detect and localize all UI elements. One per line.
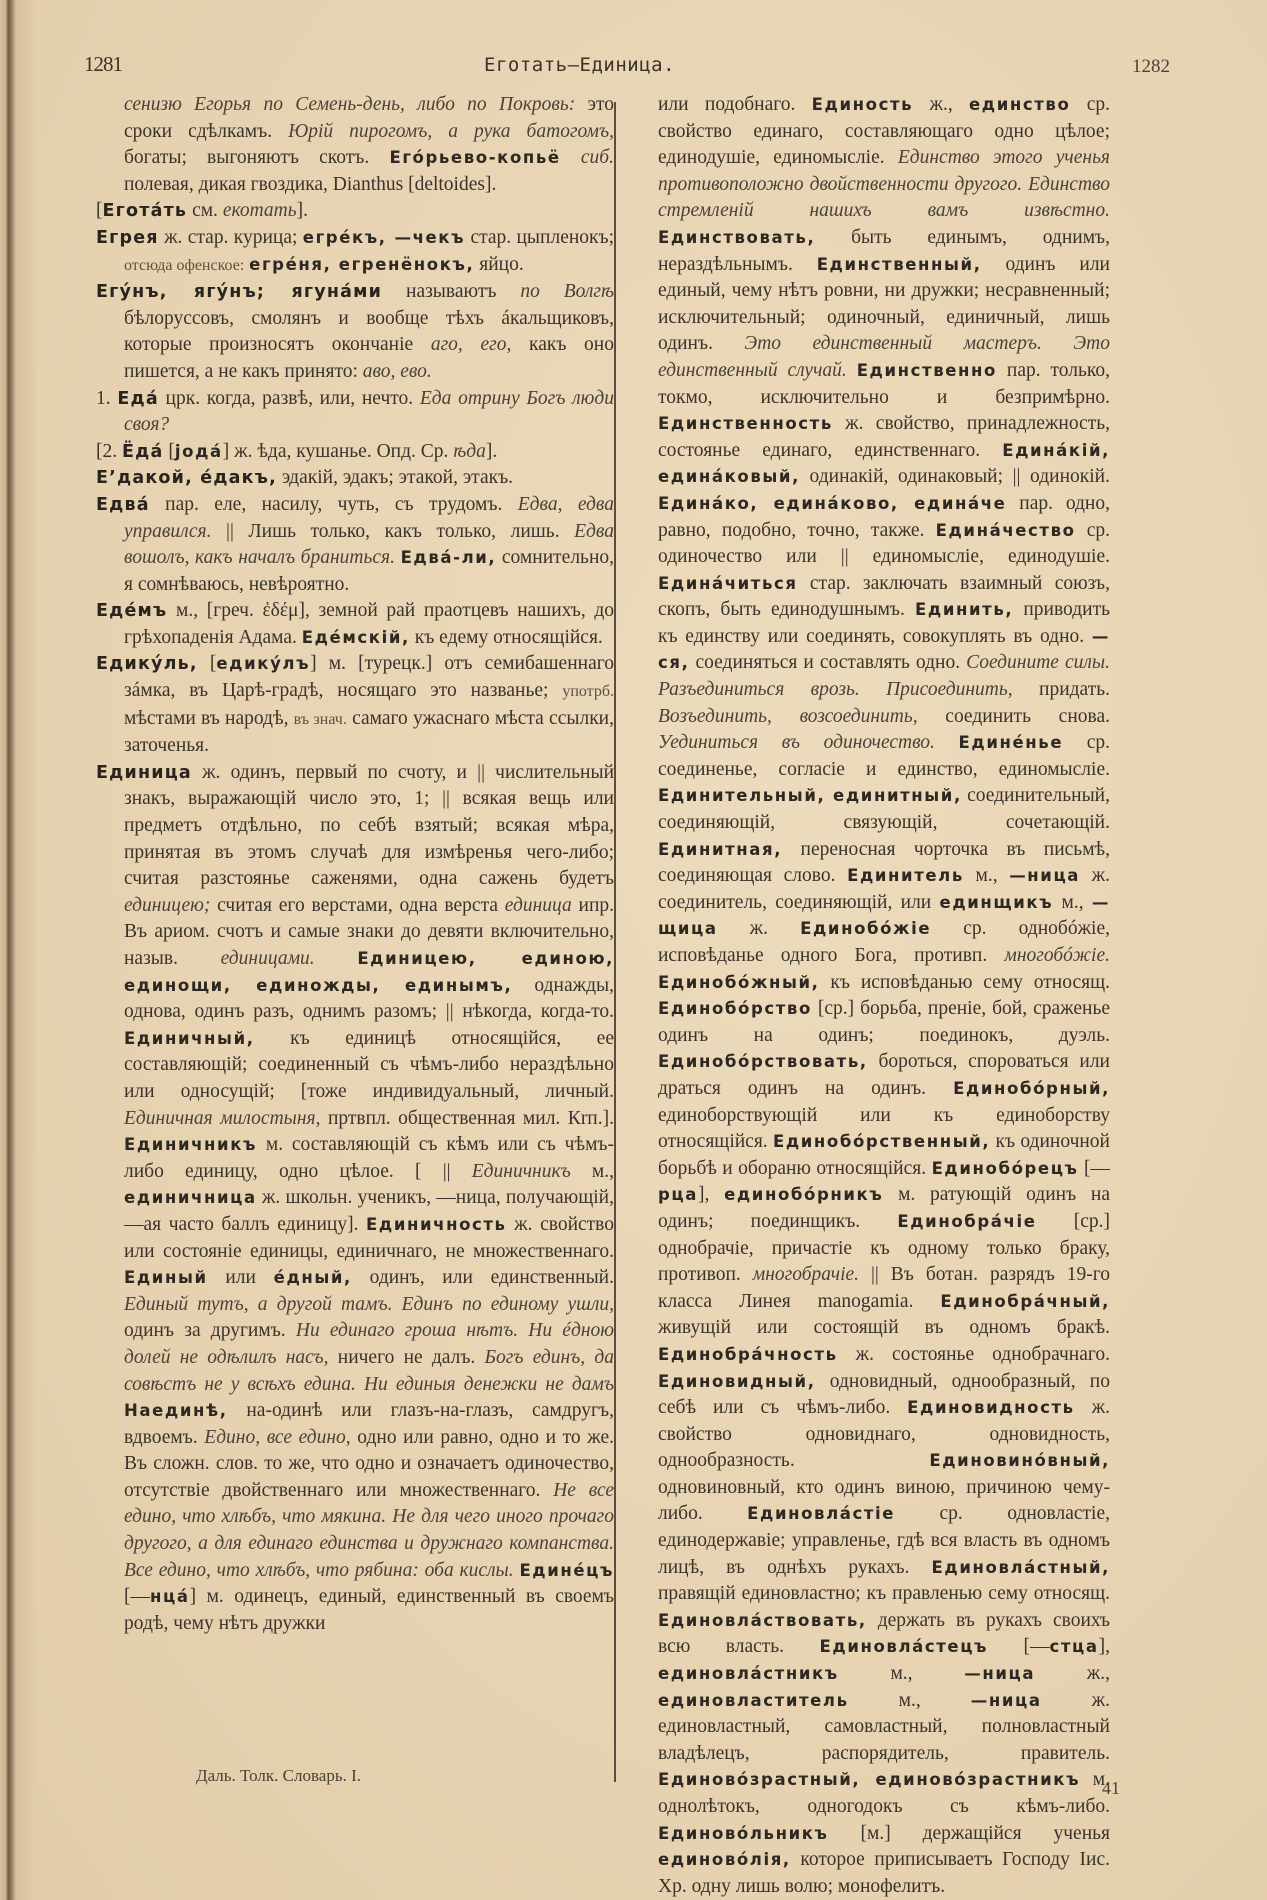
sub-headword: јодá bbox=[174, 441, 223, 461]
definition-text: ], bbox=[1098, 1636, 1110, 1658]
headword: Е’дакой, éдакъ, bbox=[96, 468, 277, 489]
sub-headword: Единовóзрастный, единовóзрастникъ bbox=[658, 1770, 1081, 1790]
sub-headword: Единить, bbox=[915, 600, 1014, 620]
sub-headword: Единобóрственный, bbox=[772, 1132, 991, 1152]
sub-headword: рца bbox=[658, 1185, 698, 1205]
dictionary-entry bbox=[96, 651, 614, 759]
definition-text: [— bbox=[988, 1636, 1050, 1658]
sub-headword: Едéмскій, bbox=[301, 627, 410, 647]
definition-text: ср. свойство единаго, составляющаго одно цѣлое; единодушіе, единомысліе. bbox=[658, 94, 1110, 169]
definition-text: соединяться и составлять одно. bbox=[689, 652, 967, 674]
example-text: Единичникъ bbox=[471, 1160, 571, 1182]
definition-text: употрб. bbox=[562, 683, 614, 701]
sub-headword: Единобóрствовать, bbox=[658, 1052, 868, 1072]
definition-text: ж. единовластный, самовластный, полновластный владѣлецъ, распорядитель, правитель. bbox=[658, 1689, 1110, 1764]
definition-text: ж. стар. курица; bbox=[158, 226, 303, 248]
definition-text: [м.] держащійся ученья bbox=[828, 1822, 1110, 1844]
definition-text: м. составляющій съ кѣмъ или съ чѣмъ-либо единицу, одно цѣлое. [ || bbox=[124, 1134, 614, 1182]
sub-headword: единовлáстникъ bbox=[658, 1664, 839, 1684]
definition-text: къ одиночной борьбѣ и обораню относящійся. bbox=[658, 1131, 1110, 1179]
page-header bbox=[36, 50, 1267, 80]
sub-headword: единобóрникъ bbox=[724, 1185, 884, 1205]
sub-headword: Единичность bbox=[366, 1214, 507, 1234]
definition-text: или bbox=[207, 1267, 274, 1289]
definition-text: м. однолѣтокъ, одногодокъ съ кѣмъ-либо. bbox=[658, 1769, 1110, 1817]
sub-headword: Единобóрецъ bbox=[931, 1158, 1079, 1178]
sub-headword: Единовóльникъ bbox=[658, 1823, 829, 1843]
definition-text: придать. bbox=[1012, 679, 1110, 701]
definition-text: самаго ужаснаго мѣста ссылки, заточенья. bbox=[124, 707, 614, 757]
sub-headword: Единáчество bbox=[935, 520, 1076, 540]
sub-headword: Единовидный, bbox=[658, 1371, 816, 1391]
definition-text: стар. цыпленокъ; bbox=[465, 226, 615, 248]
definition-text: пртвпл. общественная мил. Кrп.]. bbox=[320, 1107, 614, 1129]
definition-text: см. bbox=[187, 200, 223, 222]
definition-text: или подобнаго. bbox=[658, 94, 812, 115]
sub-headword: Единственность bbox=[658, 414, 833, 434]
definition-text: ср. однобóжіе, исповѣданье одного Бога, противп. bbox=[658, 918, 1110, 966]
sub-headword: Егóрьево-копьё bbox=[389, 148, 561, 168]
example-text: аго, его, bbox=[430, 334, 512, 356]
definition-text: одновиновный, кто одинъ виною, причиною чему-либо. bbox=[658, 1476, 1110, 1525]
example-text: Едино, все едино, bbox=[204, 1426, 351, 1448]
definition-text: ипр. Въ ариом. счотъ и самые знаки до девяти включительно, назыв. bbox=[124, 894, 615, 969]
definition-text: держать въ рукахъ своихъ всю власть. bbox=[658, 1609, 1110, 1658]
definition-text: отсюда офенское: bbox=[124, 256, 245, 274]
definition-text: || Лишь только, какъ только, лишь. bbox=[211, 520, 575, 542]
definition-text: одинъ или единый, чему нѣтъ ровни, ни дружки; несравненный; исключительный; одиночный, единичный, лишь одинъ. bbox=[658, 253, 1110, 355]
definition-text: считая его верстами, одна верста bbox=[210, 894, 505, 916]
definition-text bbox=[315, 948, 358, 969]
definition-text bbox=[935, 732, 959, 753]
example-text: Богъ единъ, да совѣстъ не у всѣхъ едина. Ни единыя денежки не дамъ bbox=[124, 1346, 614, 1395]
definition-text: [ bbox=[163, 440, 175, 462]
headword: Едикýль, bbox=[96, 654, 198, 675]
sub-headword: нцá bbox=[150, 1587, 190, 1607]
definition-text: црк. когда, развѣ, или, нечто. bbox=[158, 387, 420, 409]
sub-headword: Единицею, единою, единощи, единожды, единымъ, bbox=[124, 949, 615, 995]
example-text: Не все едино, что хлѣбъ, что мякина. Не для чего иного прочаго другого, а для единаго единства и дружнаго компанства. Все едино, что хлѣбъ, что рябина: оба кислы. bbox=[124, 1479, 614, 1581]
sub-headword: —ся, bbox=[658, 626, 1110, 673]
definition-text: [ср.] однобрачіе, причастіе къ одному только браку, противоп. bbox=[658, 1210, 1110, 1286]
definition-text: м., [греч. ἐδέμ], земной рай праотцевъ нашихъ, до грѣхопаденія Адама. bbox=[124, 600, 614, 648]
sub-headword: Единобрáчность bbox=[658, 1344, 838, 1364]
sub-headword: Единéнье bbox=[958, 733, 1064, 753]
definition-text: ж., bbox=[1035, 1663, 1110, 1685]
sub-headword: единовластитель bbox=[658, 1690, 849, 1710]
headword: Егýнъ, ягýнъ; ягунáми bbox=[96, 282, 383, 303]
sub-headword: Единитная, bbox=[658, 839, 783, 859]
sub-headword: Единобóжіе bbox=[800, 919, 932, 939]
example-text: многобóжіе. bbox=[1004, 945, 1110, 966]
definition-text: ], bbox=[697, 1184, 725, 1206]
dictionary-entry bbox=[96, 598, 614, 651]
example-text: Единичная милостыня, bbox=[124, 1107, 321, 1129]
sub-headword: едикýлъ bbox=[216, 654, 311, 674]
headword: Едéмъ bbox=[96, 601, 168, 622]
example-text: Едва, едва управился. bbox=[124, 493, 614, 542]
example-text: Юрій пирогомъ, а рука батогомъ, bbox=[288, 120, 614, 142]
definition-text: которое приписываетъ Господу Іис. Хр. одну лишь волю; монофелитъ. bbox=[658, 1849, 1110, 1897]
dictionary-entry bbox=[96, 198, 614, 225]
headword: Единица bbox=[96, 762, 192, 783]
sub-headword: Единовлáстіе bbox=[747, 1504, 896, 1524]
definition-text: м., bbox=[963, 865, 1010, 887]
sub-headword: Единичникъ bbox=[124, 1135, 258, 1155]
definition-text: ж. одинъ, первый по счоту, и || числительный знакъ, выражающій число это, 1; || всякая вещь или предметъ отдѣльно, по себѣ взятый; всякая мѣра, принятая въ этомъ случаѣ для измѣренья чего-либо; считая разстоянье саженями, одна сажень будетъ bbox=[124, 761, 614, 890]
example-text: Это единственный мастеръ. Это единственный случай. bbox=[658, 333, 1110, 381]
sub-headword: единовóлія, bbox=[658, 1850, 791, 1870]
sub-headword: Единость bbox=[811, 95, 914, 114]
definition-text: ж., bbox=[913, 94, 969, 115]
book-binding-edge bbox=[0, 0, 36, 1900]
definition-text: сомнительно, я сомнѣваюсь, невѣроятно. bbox=[124, 547, 615, 595]
definition-text: пар. только, токмо, исключительно и безпримѣрно. bbox=[658, 359, 1110, 408]
sub-headword: единичница bbox=[124, 1188, 257, 1208]
definition-text: ] м. [турецк.] отъ семибашеннаго зáмка, въ Царѣ-градѣ, носящаго это названье; bbox=[124, 653, 614, 702]
sub-headword: éдный, bbox=[273, 1268, 352, 1288]
sub-headword: стца bbox=[1049, 1637, 1099, 1657]
sub-headword: Единовлáствовать, bbox=[658, 1610, 867, 1630]
definition-text: соединительный, соединяющій, связующій, сочетающій. bbox=[658, 785, 1110, 834]
definition-text: м. ратующій одинъ на одинъ; поединщикъ. bbox=[658, 1184, 1110, 1232]
example-text: Ни единаго гроша нѣтъ. Ни éдною долей не одѣлилъ насъ, bbox=[124, 1320, 614, 1368]
headword: Еготáть bbox=[102, 201, 188, 222]
sub-headword: Единствовать, bbox=[658, 227, 816, 247]
definition-text: м., bbox=[848, 1689, 971, 1711]
definition-text: ср. одновластіе, единодержавіе; управленье, гдѣ вся власть въ одномъ лицѣ, въ однѣхъ рукахъ. bbox=[658, 1503, 1110, 1578]
example-text: единицею; bbox=[124, 894, 211, 916]
right-column bbox=[658, 92, 1110, 1900]
example-text: Соедините силы. Разъединиться врозь. Присоединить, bbox=[658, 652, 1110, 701]
sub-headword: Единовинóвный, bbox=[929, 1451, 1110, 1471]
definition-text: къ едему относящійся. bbox=[409, 626, 603, 648]
sub-headword: —ница bbox=[970, 1690, 1042, 1710]
example-text: екотать bbox=[222, 200, 297, 222]
sub-headword: Единобóрный, bbox=[953, 1078, 1110, 1098]
definition-text: къ единицѣ относящійся, ее составляющій; соединенный съ чѣмъ-либо нераздѣльно или односущій; [тоже индивидуальный, личный. bbox=[124, 1027, 614, 1102]
definition-text: [— bbox=[1078, 1157, 1110, 1179]
definition-text: ж. свойство, принадлежность, состоянье единаго, единственнаго. bbox=[658, 413, 1110, 461]
definition-text: какъ оно пишется, а не какъ принято: bbox=[124, 334, 614, 382]
definition-text: ж. школьн. ученикъ, —ница, получающій, —ая часто баллъ единицу]. bbox=[124, 1187, 614, 1235]
definition-text: въ знач. bbox=[293, 710, 347, 728]
dictionary-entry bbox=[96, 760, 614, 1638]
headword: Едá bbox=[117, 388, 159, 409]
dictionary-entry bbox=[96, 439, 614, 466]
sub-headword: Единéцъ bbox=[519, 1560, 615, 1580]
definition-text: одинъ за другимъ. bbox=[124, 1320, 296, 1342]
example-text: единица bbox=[504, 894, 572, 916]
left-column bbox=[96, 92, 614, 1637]
headword: Егрея bbox=[96, 227, 159, 248]
definition-text: это сроки сдѣлкамъ. bbox=[124, 94, 615, 142]
definition-text: ж. свойство или состояніе единицы, единичнаго, не множественнаго. bbox=[124, 1213, 615, 1262]
sub-headword: единщикъ bbox=[939, 892, 1054, 912]
definition-text: одно или равно, одно и то же. Въ сложн. слов. то же, что одно и означаетъ одиночество, отсутствіе двойственнаго или множественнаго. bbox=[124, 1426, 614, 1501]
definition-text: ж. свойство одновиднаго, одновидность, однообразность. bbox=[658, 1397, 1110, 1472]
definition-text: ж. состоянье однобрачнаго. bbox=[837, 1343, 1110, 1365]
dictionary-entry bbox=[96, 92, 614, 198]
definition-text: единоборствующій или къ единоборству относящійся. bbox=[658, 1104, 1110, 1153]
definition-text: м., bbox=[570, 1160, 614, 1182]
sub-headword: Единобóжный, bbox=[658, 972, 820, 992]
sub-headword: Единичный, bbox=[124, 1028, 255, 1048]
example-text: Возъединить, возсоединить, bbox=[658, 705, 918, 727]
definition-text: ]. bbox=[485, 440, 498, 462]
dictionary-entry bbox=[96, 492, 614, 598]
example-text: Единый тутъ, а другой тамъ. Единъ по единому ушли, bbox=[124, 1293, 614, 1315]
definition-text: бороться, спороваться или драться одинъ на одинъ. bbox=[658, 1051, 1110, 1099]
definition-text: правящій единовластно; къ правленью сему относящ. bbox=[658, 1583, 1110, 1605]
definition-text: ж. соединитель, соединяющій, или bbox=[658, 865, 1110, 913]
signature-number: 41 bbox=[1102, 1778, 1120, 1798]
sub-headword: Единственный, bbox=[816, 254, 982, 274]
definition-text: ] м. одинецъ, единый, единственный въ своемъ родѣ, чему нѣтъ дружки bbox=[124, 1586, 614, 1634]
sub-headword: Единовлáстный, bbox=[931, 1557, 1110, 1577]
definition-text: [ср.] борьба, преніе, бой, сраженье одинъ на одинъ; поединокъ, дуэль. bbox=[658, 998, 1110, 1046]
definition-text: ничего не далъ. bbox=[328, 1346, 485, 1368]
definition-text bbox=[847, 360, 857, 381]
definition-text: полевая, дикая гвоздика, Dianthus [deltoides]. bbox=[124, 173, 497, 195]
definition-text: бѣлоруссовъ, смолянъ и вообще тѣхъ áкальщиковъ, которые произносятъ окончаніе bbox=[124, 307, 614, 356]
definition-text: богаты; выгоняютъ скотъ. bbox=[124, 147, 390, 169]
sub-headword: егрéня, егренёнокъ, bbox=[249, 254, 475, 274]
sub-headword: Единáко, единáково, единáче bbox=[658, 493, 1007, 513]
dictionary-entry bbox=[96, 386, 614, 439]
definition-text bbox=[561, 147, 581, 168]
headword: Едвá bbox=[96, 494, 150, 515]
definition-text: [ bbox=[96, 200, 103, 222]
example-text: ѣда bbox=[453, 440, 486, 462]
definition-text: ] ж. ѣда, кушанье. Опд. Ср. bbox=[222, 440, 454, 462]
sub-headword: единство bbox=[969, 95, 1071, 114]
sub-headword: Наединѣ, bbox=[124, 1401, 228, 1421]
definition-text: ср. соединенье, согласіе и единство, единомысліе. bbox=[658, 732, 1111, 780]
definition-text: [— bbox=[124, 1586, 150, 1608]
definition-text: ср. одиночество или || единомысліе, единодушіе. bbox=[658, 519, 1111, 568]
definition-text: пар. еле, насилу, чуть, съ трудомъ. bbox=[149, 493, 518, 515]
running-title: Еготать—Единица. bbox=[484, 54, 676, 76]
definition-text: къ исповѣданью сему относящ. bbox=[819, 971, 1110, 993]
example-text: многобрачіе. bbox=[752, 1264, 860, 1286]
sub-headword: Единительный, единитный, bbox=[658, 786, 962, 806]
example-text: Еда отрину Богъ люди своя? bbox=[124, 387, 614, 436]
example-text: Единство этого ученья противоположно двойственности другого. Единство стремленій нашихъ вамъ извѣстно. bbox=[658, 147, 1111, 222]
definition-text: приводить къ единству или соединять, совокуплять въ одно. bbox=[658, 599, 1111, 647]
sub-headword: Единáчиться bbox=[658, 573, 798, 593]
sub-headword: Единáкій, единáковый, bbox=[658, 440, 1110, 487]
dictionary-entry bbox=[96, 465, 614, 492]
headword: Ёдá bbox=[122, 441, 164, 462]
definition-text: [2. bbox=[96, 440, 122, 462]
dictionary-entry bbox=[96, 225, 614, 279]
dictionary-entry bbox=[658, 92, 1110, 1900]
sub-headword: Единобрáчный, bbox=[940, 1291, 1110, 1311]
page-number-right: 1282 bbox=[1132, 56, 1170, 77]
definition-text: живущій или состоящій въ одномъ бракѣ. bbox=[658, 1317, 1110, 1339]
example-text: сенизю Егорья по Семень-день, либо по Покровь: bbox=[124, 94, 576, 115]
definition-text: ]. bbox=[296, 200, 308, 222]
sub-headword: Единственно bbox=[856, 360, 997, 380]
definition-text: ж. bbox=[717, 918, 801, 940]
dictionary-entry bbox=[96, 279, 614, 385]
example-text: по Волгѣ bbox=[520, 281, 615, 303]
example-text: Едва вошолъ, какъ началъ браниться. bbox=[124, 520, 614, 569]
definition-text: м., bbox=[1053, 891, 1092, 913]
definition-text: пар. одно, равно, подобно, точно, также. bbox=[658, 492, 1110, 541]
definition-text: 1. bbox=[96, 387, 118, 409]
example-text: аво, ево. bbox=[362, 360, 432, 382]
dictionary-page bbox=[36, 0, 1267, 1900]
sub-headword: Единитель bbox=[847, 866, 964, 886]
definition-text: соединить снова. bbox=[917, 705, 1110, 727]
definition-text: однажды, однова, одинъ разъ, однимъ разомъ; || нѣкогда, когда-то. bbox=[124, 974, 614, 1023]
sub-headword: —ница bbox=[1009, 866, 1081, 886]
sub-headword: Единовидность bbox=[907, 1398, 1075, 1418]
definition-text: одновидный, однообразный, по себѣ или съ чѣмъ-либо. bbox=[658, 1370, 1110, 1419]
example-text: единицами. bbox=[220, 948, 315, 969]
example-text: сиб. bbox=[580, 147, 614, 169]
definition-text: мѣстами въ народѣ, bbox=[124, 707, 294, 729]
definition-text: одинакій, одинаковый; || одинокій. bbox=[799, 466, 1110, 488]
sub-headword: егрéкъ, —чекъ bbox=[302, 227, 466, 247]
column-divider bbox=[614, 102, 616, 1782]
definition-text: называютъ bbox=[382, 281, 521, 303]
sub-headword: Единобóрство bbox=[658, 999, 812, 1019]
definition-text: эдакій, эдакъ; этакой, этакъ. bbox=[276, 467, 514, 489]
page-number-left: 1281 bbox=[84, 52, 122, 76]
definition-text: [ bbox=[197, 653, 217, 675]
sub-headword: —щица bbox=[658, 892, 1110, 939]
example-text: Уединиться въ одиночество. bbox=[658, 732, 935, 754]
sub-headword: Единовлáстецъ bbox=[819, 1637, 989, 1657]
printer-signature: Даль. Толк. Словарь. I. bbox=[196, 1766, 361, 1785]
definition-text: м., bbox=[838, 1663, 965, 1685]
definition-text: переносная чорточка въ письмѣ, соединяющая слово. bbox=[658, 838, 1110, 887]
definition-text: одинъ, или единственный. bbox=[351, 1267, 614, 1289]
sub-headword: Единобрáчіе bbox=[897, 1211, 1037, 1231]
definition-text: стар. заключать взаимный союзъ, скопъ, быть единодушнымъ. bbox=[658, 572, 1110, 621]
definition-text: яйцо. bbox=[474, 253, 524, 275]
sub-headword: Единый bbox=[124, 1268, 208, 1288]
sub-headword: Едвá-ли, bbox=[400, 548, 497, 568]
definition-text: на-одинѣ или глазъ-на-глазъ, самдругъ, вдвоемъ. bbox=[124, 1400, 614, 1448]
sub-headword: —ница bbox=[964, 1664, 1036, 1684]
definition-text: || Въ ботан. разрядъ 19-го класса Линея manogamia. bbox=[658, 1264, 1110, 1312]
definition-text: быть единымъ, однимъ, нераздѣльнымъ. bbox=[658, 226, 1110, 275]
